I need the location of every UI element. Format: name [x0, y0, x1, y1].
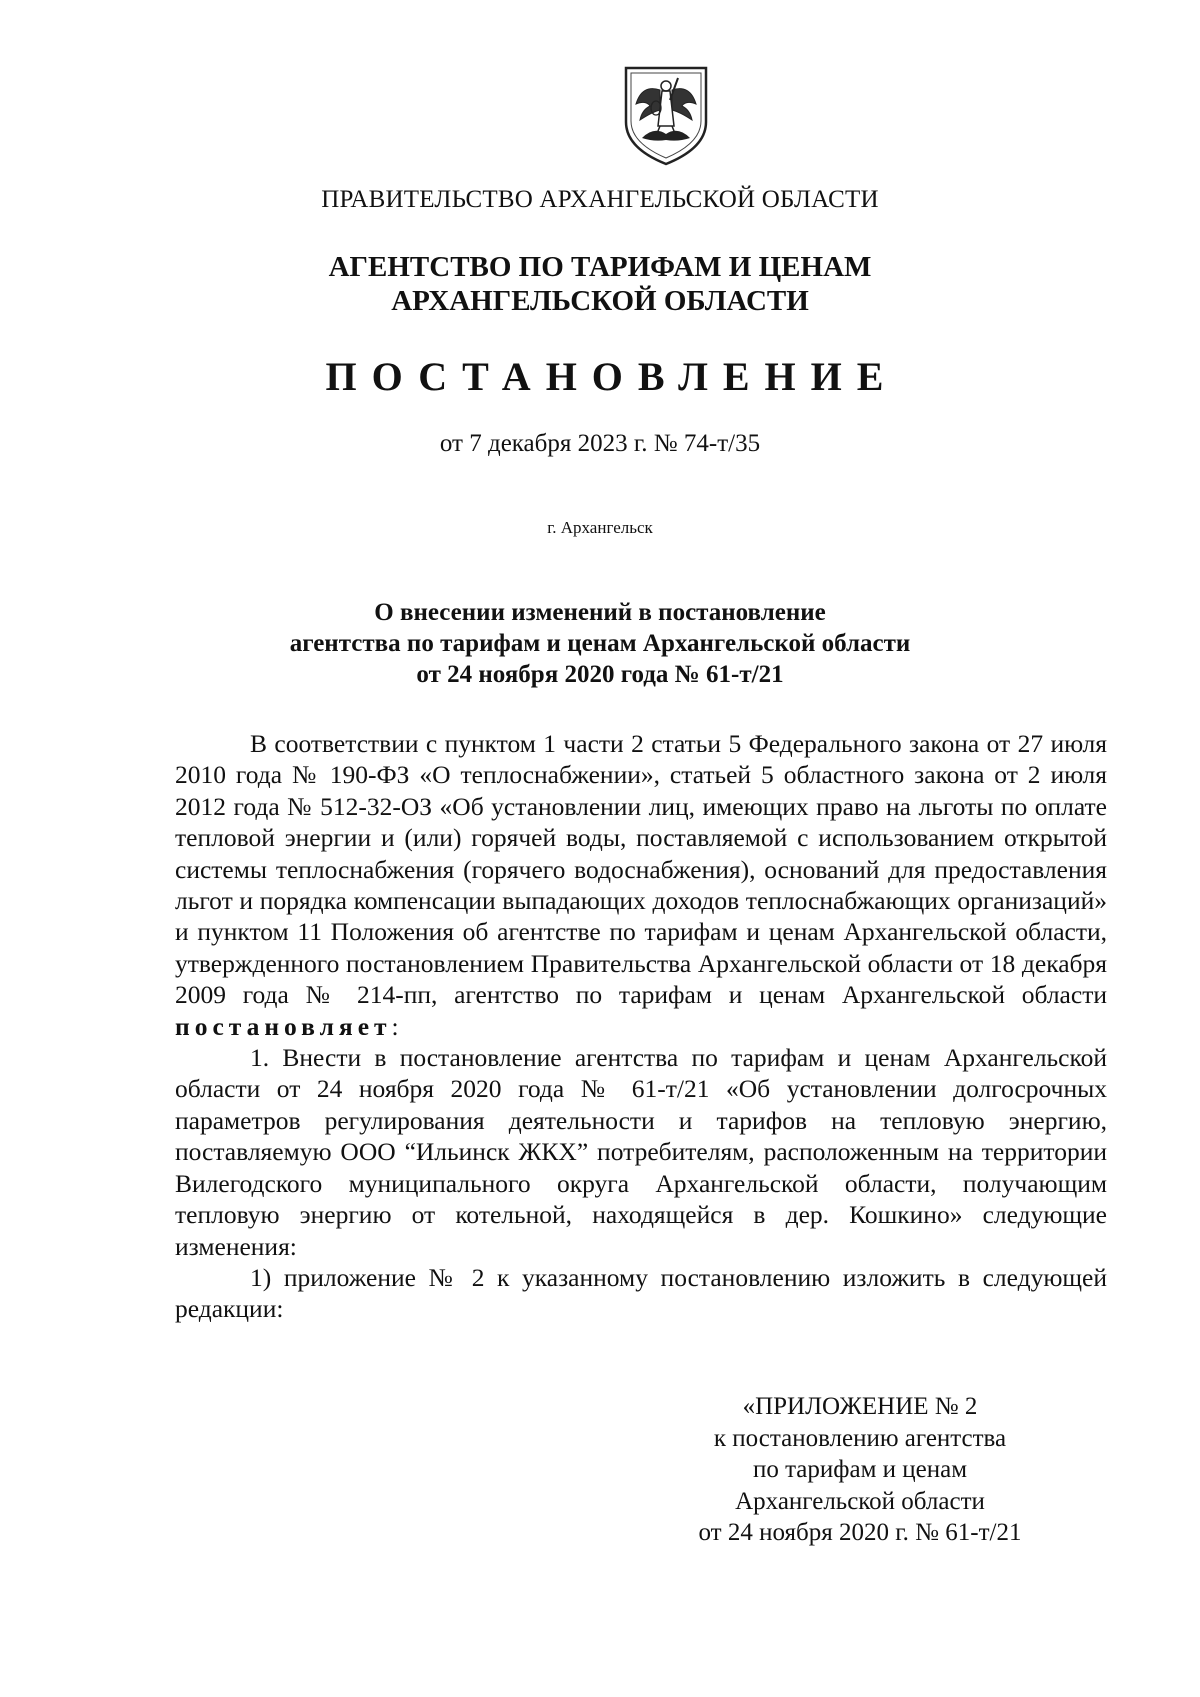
coat-of-arms-icon	[620, 60, 712, 168]
document-date-number: от 7 декабря 2023 г. № 74-т/35	[439, 430, 761, 457]
document-city: г. Архангельск	[547, 518, 653, 537]
appendix-line4: Архангельской области	[735, 1487, 985, 1515]
resolves-colon: :	[391, 1011, 399, 1041]
agency-name-line1: АГЕНТСТВО ПО ТАРИФАМ И ЦЕНАМ	[328, 251, 872, 283]
archangel-wing-right	[672, 89, 696, 120]
preamble-text: В соответствии с пунктом 1 части 2 статьи 5 Федерального закона от 27 июля 2010 года № 190-ФЗ «О теплоснабжении», статьей 5 областного закона от 2 июля 2012 года № 512-32-ОЗ «Об установлении лиц, имеющих право на льготы по оплате тепловой энергии и (или) горячей воды, поставляемой с использованием открытой системы теплоснабжения (горячего водоснабжения), оснований для предоставления льгот и порядка компенсации выпадающих доходов теплоснабжающих организаций» и пунктом 11 Положения об агентстве по тарифам и ценам Архангельской области, утвержденного постановлением Правительства Архангельской области от 18 декабря 2009 года № 214-пп, агентство по тарифам и ценам Архангельской области	[175, 729, 1107, 1010]
appendix-header	[670, 1391, 1050, 1549]
government-name: ПРАВИТЕЛЬСТВО АРХАНГЕЛЬСКОЙ ОБЛАСТИ	[321, 186, 879, 213]
resolves-word: постановляет	[175, 1011, 392, 1041]
item-1-subitem-1-paragraph: 1) приложение № 2 к указанному постановлению изложить в следующей редакции:	[175, 1262, 1107, 1324]
appendix-line1: «ПРИЛОЖЕНИЕ № 2	[742, 1393, 978, 1420]
subject-line2: агентства по тарифам и ценам Архангельской области	[289, 630, 911, 657]
document-title: ПОСТАНОВЛЕНИЕ	[325, 354, 899, 399]
demon-figure	[642, 131, 690, 141]
appendix-line2: к постановлению агентства	[713, 1424, 1007, 1452]
item-1-paragraph: 1. Внести в постановление агентства по тарифам и ценам Архангельской области от 24 ноября 2020 года № 61-т/21 «Об установлении долгосрочных параметров регулирования деятельности и тарифов на тепловую энергию, поставляемую ООО “Ильинск ЖКХ” потребителям, расположенным на территории Вилегодского муниципального округа Архангельской области, получающим тепловую энергию от котельной, находящейся в дер. Кошкино» следующие изменения:	[175, 1043, 1107, 1261]
agency-name	[0, 250, 1200, 318]
subject-line3: от 24 ноября 2020 года № 61-т/21	[416, 661, 784, 688]
archangel-head	[661, 81, 671, 91]
preamble-paragraph	[175, 728, 1107, 1042]
document-subject	[0, 597, 1200, 690]
subject-line1: О внесении изменений в постановление	[374, 599, 826, 626]
agency-name-line2: АРХАНГЕЛЬСКОЙ ОБЛАСТИ	[391, 285, 809, 317]
document-body	[175, 728, 1107, 1325]
appendix-line5: от 24 ноября 2020 г. № 61-т/21	[698, 1519, 1022, 1546]
shield-outline	[626, 68, 706, 164]
appendix-line3: по тарифам и ценам	[752, 1456, 968, 1483]
